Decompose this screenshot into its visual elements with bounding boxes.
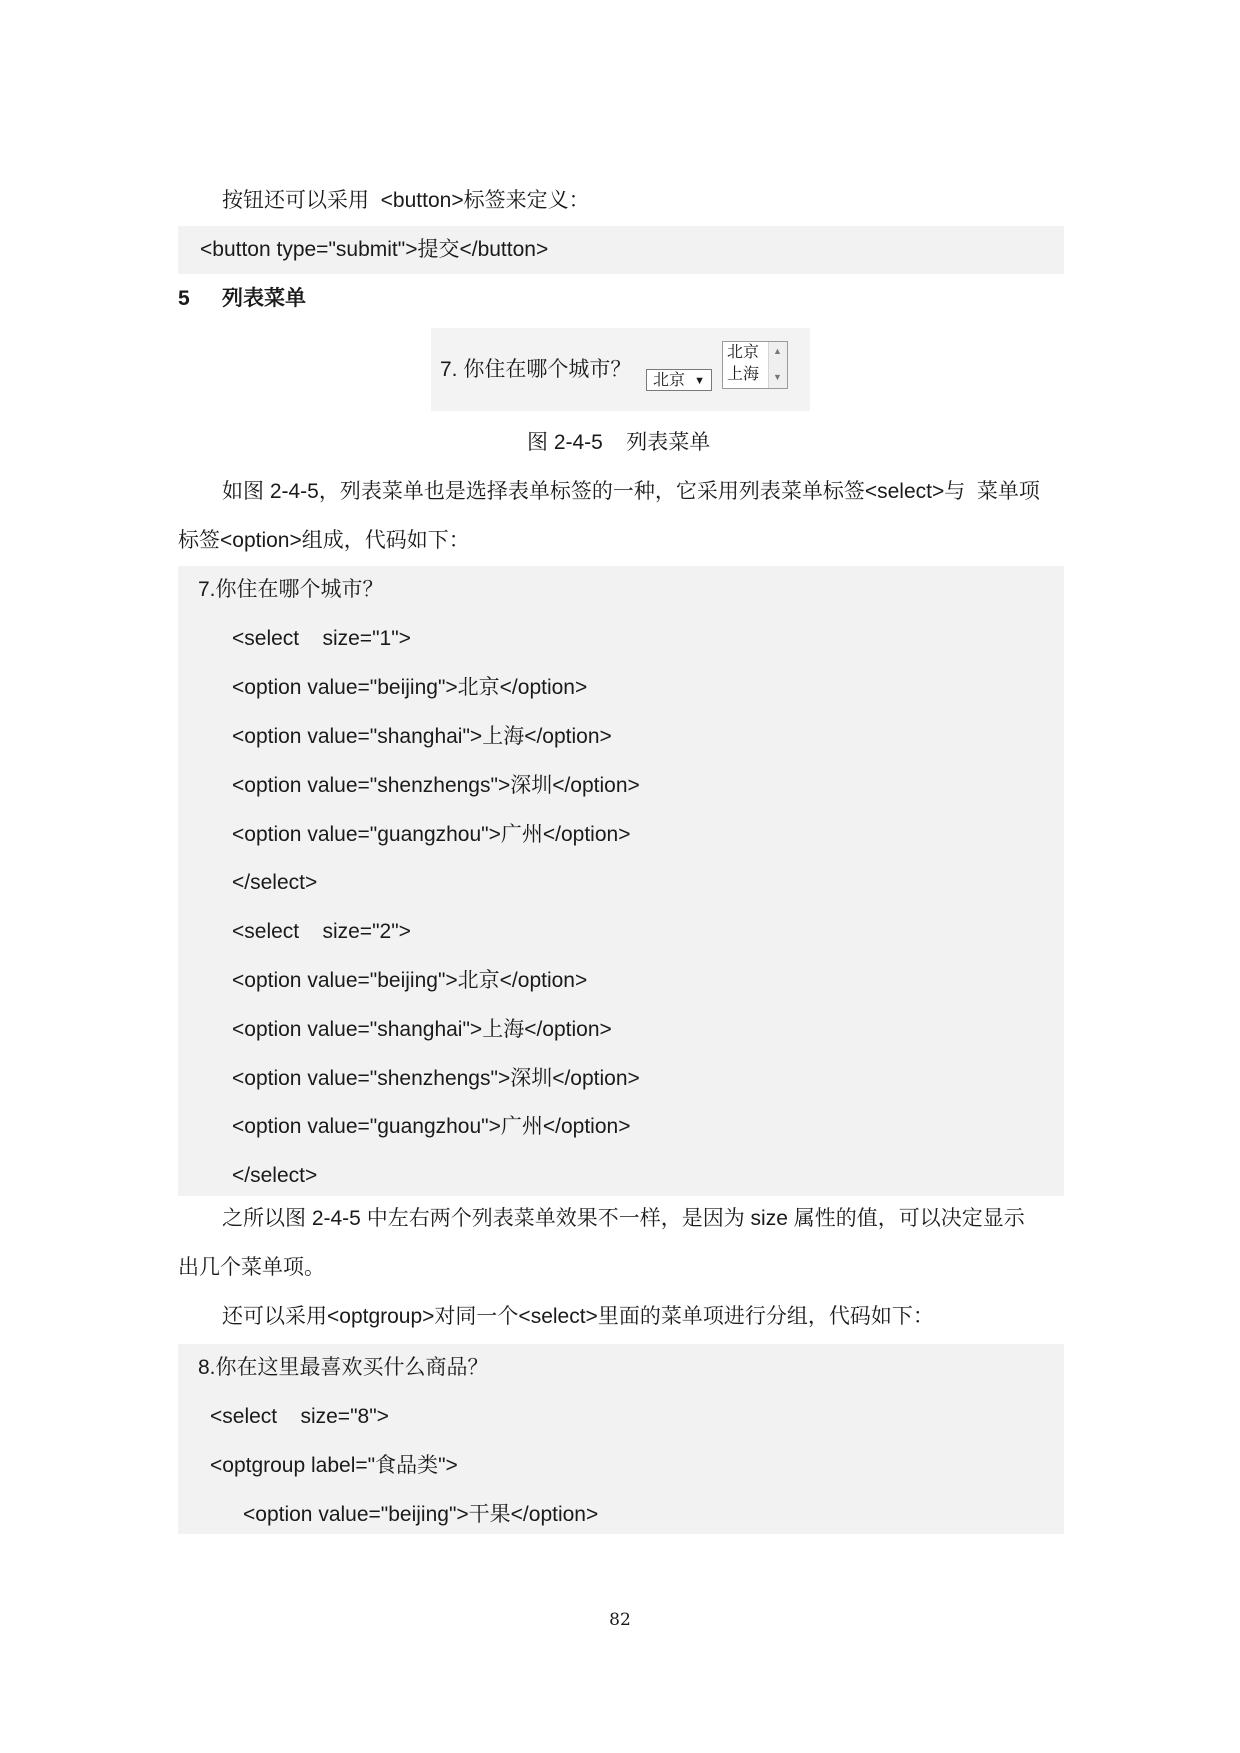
code-line: <optgroup label="食品类"> bbox=[210, 1454, 458, 1477]
code-line: <select size="8"> bbox=[210, 1405, 389, 1428]
listbox-select[interactable] bbox=[722, 341, 788, 389]
code-line: 7.你住在哪个城市？ bbox=[198, 578, 384, 601]
code-line: <option value="shanghai">上海</option> bbox=[232, 1018, 612, 1041]
list-option[interactable]: 北京 bbox=[727, 344, 760, 361]
code-line: <option value="guangzhou">广州</option> bbox=[232, 1115, 631, 1138]
chevron-down-icon: ▼ bbox=[694, 375, 705, 387]
code-line: </select> bbox=[232, 871, 318, 894]
code-line: <select size="1"> bbox=[232, 627, 411, 650]
code-line: <option value="shenzhengs">深圳</option> bbox=[232, 1067, 640, 1090]
code-line: <option value="shanghai">上海</option> bbox=[232, 725, 612, 748]
code-block-optgroup bbox=[178, 1344, 1064, 1534]
paragraph-line: 出几个菜单项。 bbox=[178, 1256, 325, 1279]
code-line: <button type="submit">提交</button> bbox=[200, 238, 549, 261]
code-line: <option value="guangzhou">广州</option> bbox=[232, 823, 631, 846]
intro-paragraph: 按钮还可以采用 <button>标签来定义： bbox=[222, 189, 590, 212]
paragraph-line: 如图 2-4-5，列表菜单也是选择表单标签的一种，它采用列表菜单标签<select>与 菜单项 bbox=[222, 480, 1040, 503]
figure-question: 7. 你住在哪个城市？ bbox=[440, 358, 632, 381]
scroll-down-icon[interactable]: ▼ bbox=[773, 372, 782, 382]
scroll-up-icon[interactable]: ▲ bbox=[773, 346, 782, 356]
list-option[interactable]: 上海 bbox=[727, 366, 760, 383]
figure-caption: 图 2-4-5 列表菜单 bbox=[527, 431, 711, 454]
code-line: <option value="beijing">北京</option> bbox=[232, 969, 588, 992]
code-line: </select> bbox=[232, 1164, 318, 1187]
figure-select-demo bbox=[431, 328, 810, 411]
code-line: <option value="beijing">干果</option> bbox=[243, 1503, 599, 1526]
code-line: 8.你在这里最喜欢买什么商品？ bbox=[198, 1356, 489, 1379]
code-block-select bbox=[178, 566, 1064, 1196]
code-line: <option value="beijing">北京</option> bbox=[232, 676, 588, 699]
dropdown-value: 北京 bbox=[653, 372, 686, 389]
section-number: 5 bbox=[178, 287, 190, 310]
paragraph-line: 还可以采用<optgroup>对同一个<select>里面的菜单项进行分组，代码如下： bbox=[222, 1305, 934, 1328]
code-line: <select size="2"> bbox=[232, 920, 411, 943]
section-title: 列表菜单 bbox=[222, 287, 306, 310]
scrollbar[interactable] bbox=[768, 342, 787, 388]
dropdown-select[interactable] bbox=[646, 369, 712, 391]
paragraph-line: 之所以图 2-4-5 中左右两个列表菜单效果不一样，是因为 size 属性的值，可以决定显示 bbox=[222, 1207, 1025, 1230]
paragraph-line: 标签<option>组成，代码如下： bbox=[178, 529, 470, 552]
page-number: 82 bbox=[609, 1610, 631, 1630]
code-line: <option value="shenzhengs">深圳</option> bbox=[232, 774, 640, 797]
code-block-button bbox=[178, 226, 1064, 274]
